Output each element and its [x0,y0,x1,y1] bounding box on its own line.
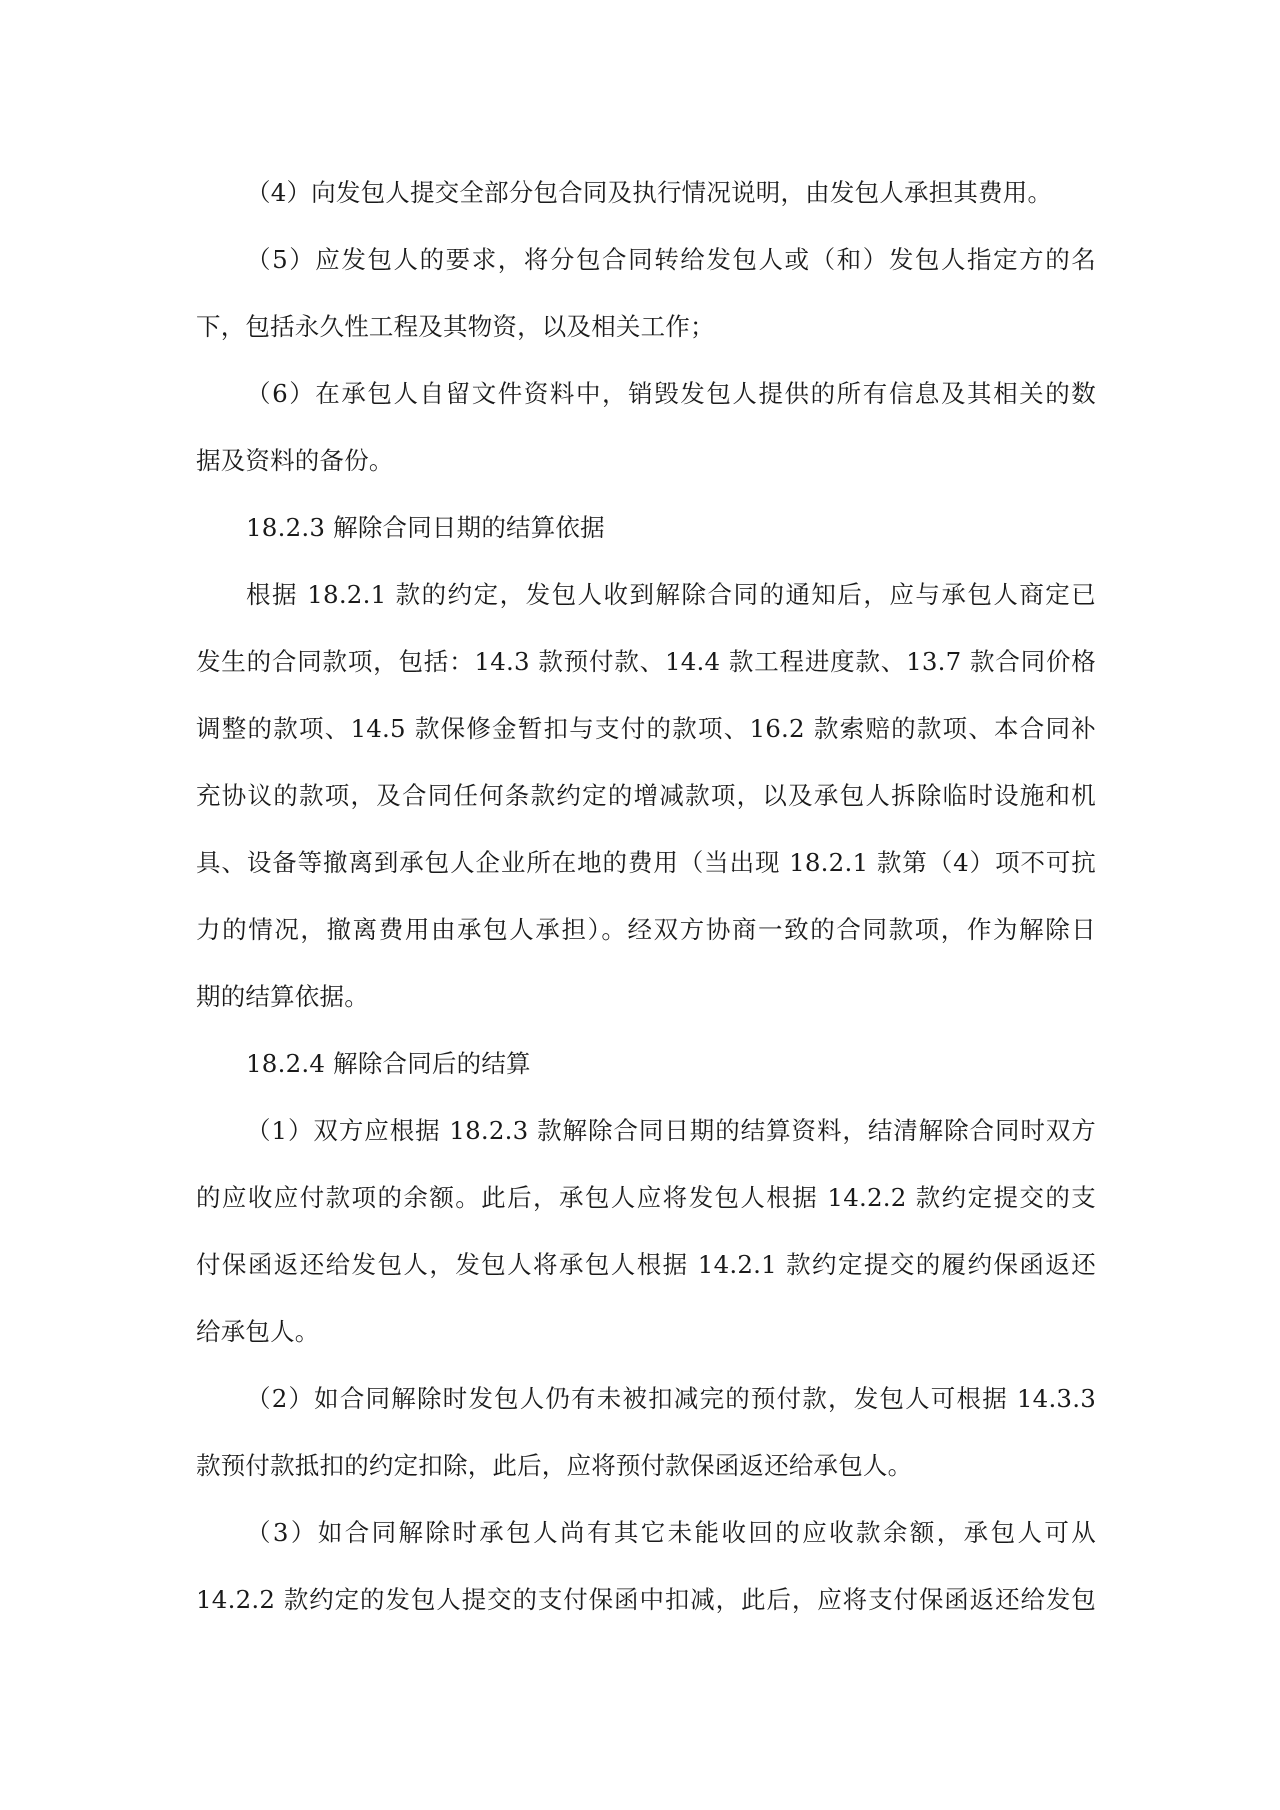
text-line: （3）如合同解除时承包人尚有其它未能收回的应收款余额，承包人可从 [246,1518,1096,1547]
text-line: （4）向发包人提交全部分包合同及执行情况说明，由发包人承担其费用。 [246,178,1053,207]
text-line: 充协议的款项，及合同任何条款约定的增减款项，以及承包人拆除临时设施和机 [196,781,1096,810]
section-heading: 18.2.4 解除合同后的结算 [246,1049,531,1078]
text-line: 期的结算依据。 [196,982,369,1011]
text-line: （2）如合同解除时发包人仍有未被扣减完的预付款，发包人可根据 14.3.3 [246,1384,1096,1413]
text-line: 款预付款抵扣的约定扣除，此后，应将预付款保函返还给承包人。 [196,1451,913,1480]
text-line: 下，包括永久性工程及其物资，以及相关工作； [196,312,715,341]
text-line: 的应收应付款项的余额。此后，承包人应将发包人根据 14.2.2 款约定提交的支 [196,1183,1096,1212]
text-line: 据及资料的备份。 [196,446,394,475]
text-line: 具、设备等撤离到承包人企业所在地的费用（当出现 18.2.1 款第（4）项不可抗 [196,848,1096,877]
text-line: 根据 18.2.1 款的约定，发包人收到解除合同的通知后，应与承包人商定已 [246,580,1096,609]
text-line: 力的情况，撤离费用由承包人承担）。经双方协商一致的合同款项，作为解除日 [196,915,1096,944]
text-line: 给承包人。 [196,1317,320,1346]
text-line: 付保函返还给发包人，发包人将承包人根据 14.2.1 款约定提交的履约保函返还 [196,1250,1096,1279]
text-line: 调整的款项、14.5 款保修金暂扣与支付的款项、16.2 款索赔的款项、本合同补 [196,714,1096,743]
section-heading: 18.2.3 解除合同日期的结算依据 [246,513,605,542]
text-line: 发生的合同款项，包括：14.3 款预付款、14.4 款工程进度款、13.7 款合同价格 [196,647,1096,676]
text-line: （1）双方应根据 18.2.3 款解除合同日期的结算资料，结清解除合同时双方 [246,1116,1096,1145]
text-line: 14.2.2 款约定的发包人提交的支付保函中扣减，此后，应将支付保函返还给发包 [196,1585,1096,1614]
text-line: （5）应发包人的要求，将分包合同转给发包人或（和）发包人指定方的名 [246,245,1096,274]
text-line: （6）在承包人自留文件资料中，销毁发包人提供的所有信息及其相关的数 [246,379,1096,408]
